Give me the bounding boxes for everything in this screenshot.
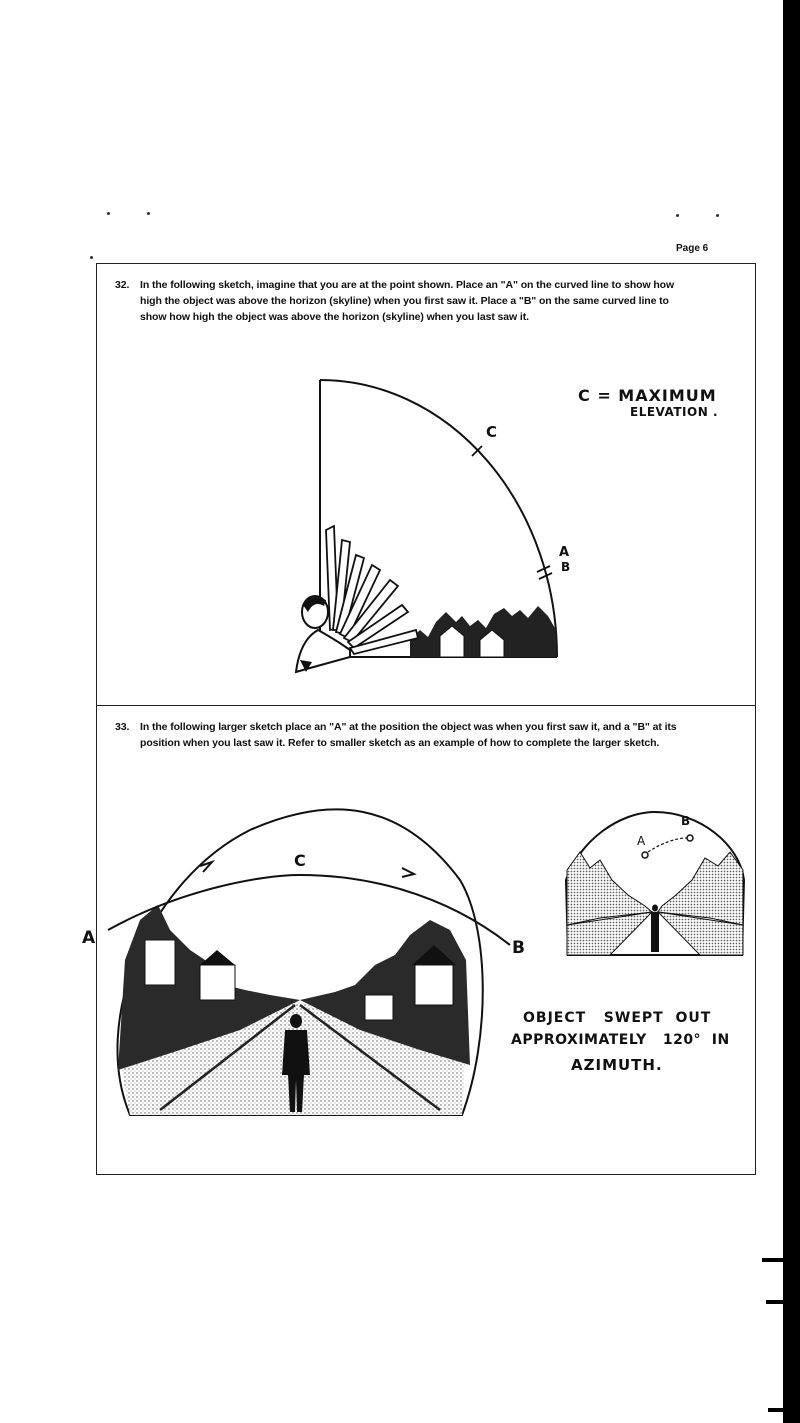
question-text-line: In the following sketch, imagine that you are at the point shown. Place an "A" on the curved line to show how	[140, 279, 675, 291]
mark-c-large: C	[294, 851, 306, 870]
mark-a-large: A	[82, 928, 96, 948]
mark-b: B	[561, 560, 571, 574]
note-line: APPROXIMATELY 120° IN	[511, 1032, 730, 1048]
question-text-line: show how high the object was above the horizon (skyline) when you last saw it.	[140, 311, 529, 323]
note-line: C = MAXIMUM	[578, 386, 717, 405]
mark-b-small: B	[681, 814, 691, 828]
question-text-line: In the following larger sketch place an "A" at the position the object was when you first saw it, and a "B" at its	[140, 721, 677, 733]
question-text-line: position when you last saw it. Refer to smaller sketch as an example of how to complete the larger sketch.	[140, 737, 660, 749]
note-line: ELEVATION .	[630, 405, 718, 419]
note-line: OBJECT SWEPT OUT	[523, 1010, 712, 1026]
mark-b-large: B	[512, 938, 525, 958]
mark-c: C	[486, 423, 498, 441]
question-number: 33.	[115, 721, 130, 733]
page-number: Page 6	[676, 243, 709, 254]
mark-a-small: A	[637, 834, 646, 848]
mark-a: A	[559, 545, 570, 560]
question-text-line: high the object was above the horizon (skyline) when you first saw it. Place a "B" on the same curved line to	[140, 295, 669, 307]
note-line: AZIMUTH.	[571, 1056, 663, 1074]
question-number: 32.	[115, 279, 130, 291]
